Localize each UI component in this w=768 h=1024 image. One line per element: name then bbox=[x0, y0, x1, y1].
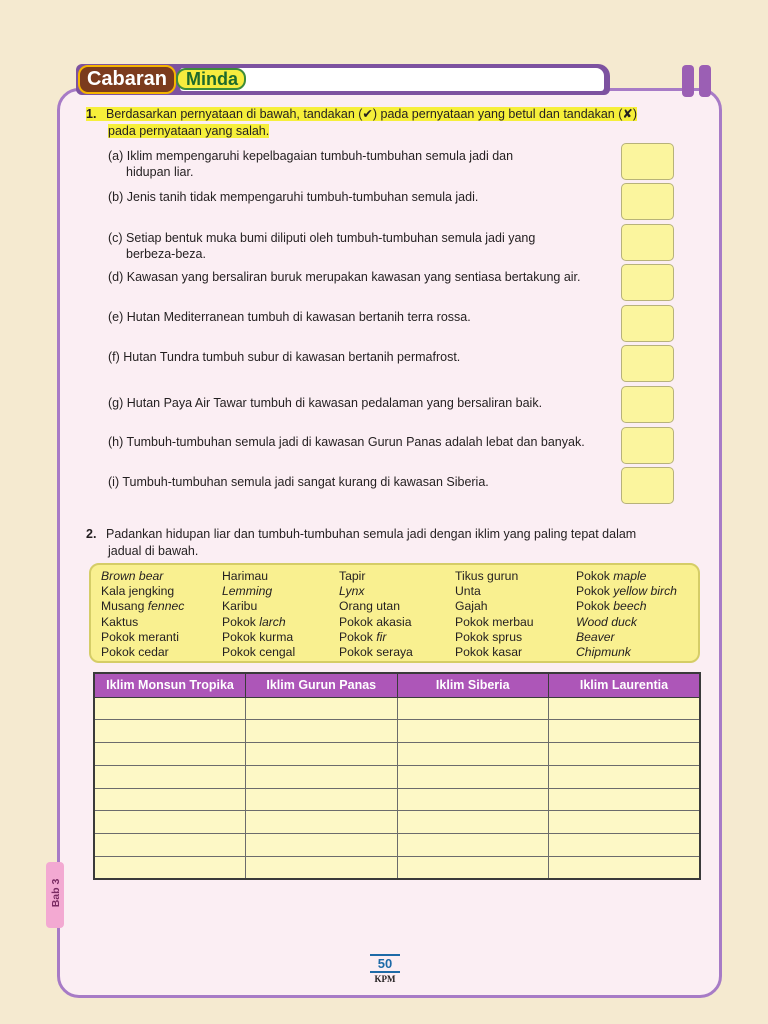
chapter-side-tab bbox=[46, 862, 64, 928]
word-plain: Pokok kurma bbox=[222, 629, 294, 644]
word-plain: Pokok cengal bbox=[222, 645, 296, 660]
word-bank-column bbox=[101, 569, 184, 660]
table-row bbox=[94, 811, 700, 834]
word-bank-item bbox=[576, 630, 677, 645]
word-bank-column bbox=[222, 569, 295, 660]
answer-cell[interactable] bbox=[94, 720, 246, 743]
word-bank-item bbox=[222, 599, 295, 614]
answer-cell[interactable] bbox=[549, 857, 701, 880]
word-plain: Kala jengking bbox=[101, 584, 175, 599]
word-plain: Pokok bbox=[576, 599, 614, 614]
word-italic: Brown bear bbox=[101, 569, 164, 583]
word-plain: Pokok kasar bbox=[455, 645, 523, 660]
answer-cell[interactable] bbox=[246, 811, 398, 834]
answer-box[interactable] bbox=[621, 143, 674, 180]
word-italic: Beaver bbox=[576, 629, 615, 644]
word-bank-item bbox=[222, 645, 295, 660]
statement-item bbox=[108, 230, 613, 262]
instruction-line: Padankan hidupan liar dan tumbuh-tumbuhan semula jadi dengan iklim yang paling tepat dalam bbox=[106, 527, 637, 541]
statement-item bbox=[108, 434, 613, 450]
instruction-line: pada pernyataan yang salah. bbox=[108, 124, 270, 138]
instruction-line: Berdasarkan pernyataan di bawah, tandakan (✔) pada pernyataan yang betul dan tandakan (✘) bbox=[106, 107, 638, 121]
word-bank-item bbox=[576, 599, 677, 614]
statement-item bbox=[108, 395, 613, 411]
word-italic: fir bbox=[376, 629, 387, 644]
word-bank-column bbox=[455, 569, 534, 660]
answer-box[interactable] bbox=[621, 345, 674, 382]
page-number: 50 bbox=[370, 954, 400, 973]
word-bank-item bbox=[222, 584, 295, 599]
table-row bbox=[94, 697, 700, 720]
table-row bbox=[94, 857, 700, 880]
answer-box[interactable] bbox=[621, 305, 674, 342]
answer-cell[interactable] bbox=[397, 788, 549, 811]
word-plain: Pokok bbox=[339, 629, 377, 644]
answer-cell[interactable] bbox=[246, 765, 398, 788]
statement-text: (i) Tumbuh-tumbuhan semula jadi sangat kurang di kawasan Siberia. bbox=[108, 475, 489, 489]
answer-cell[interactable] bbox=[549, 743, 701, 766]
answer-cell[interactable] bbox=[397, 720, 549, 743]
answer-cell[interactable] bbox=[94, 834, 246, 857]
word-bank-column bbox=[339, 569, 413, 660]
answer-box[interactable] bbox=[621, 467, 674, 504]
statement-item bbox=[108, 189, 613, 205]
answer-cell[interactable] bbox=[246, 857, 398, 880]
instruction-line: jadual di bawah. bbox=[108, 544, 199, 558]
word-italic: beech bbox=[613, 599, 647, 614]
answer-box[interactable] bbox=[621, 386, 674, 423]
word-plain: Harimau bbox=[222, 569, 269, 583]
word-italic: maple bbox=[613, 569, 647, 583]
answer-cell[interactable] bbox=[549, 697, 701, 720]
word-italic: Lemming bbox=[222, 584, 273, 599]
word-bank-item bbox=[576, 645, 677, 660]
answer-cell[interactable] bbox=[397, 857, 549, 880]
answer-cell[interactable] bbox=[94, 788, 246, 811]
word-plain: Karibu bbox=[222, 599, 258, 614]
table-header: Iklim Laurentia bbox=[549, 673, 701, 697]
word-bank-item bbox=[101, 615, 184, 630]
word-plain: Pokok akasia bbox=[339, 614, 412, 629]
word-bank-item bbox=[339, 645, 413, 660]
answer-box[interactable] bbox=[621, 264, 674, 301]
section-title-minda: Minda bbox=[176, 68, 246, 90]
table-row bbox=[94, 743, 700, 766]
word-italic: Wood duck bbox=[576, 614, 637, 629]
word-bank-column bbox=[576, 569, 677, 660]
answer-cell[interactable] bbox=[94, 857, 246, 880]
word-bank-item bbox=[455, 630, 534, 645]
page-footer bbox=[358, 954, 412, 984]
answer-box[interactable] bbox=[621, 224, 674, 261]
statement-item bbox=[108, 269, 613, 285]
statement-text-continued: hidupan liar. bbox=[126, 165, 194, 179]
question-1-instruction bbox=[86, 106, 686, 140]
word-bank-item bbox=[576, 615, 677, 630]
statement-text: (a) Iklim mempengaruhi kepelbagaian tumbuh-tumbuhan semula jadi dan bbox=[108, 149, 514, 163]
word-plain: Gajah bbox=[455, 599, 488, 614]
answer-cell[interactable] bbox=[549, 720, 701, 743]
word-plain: Pokok merbau bbox=[455, 614, 534, 629]
statement-text-continued: berbeza-beza. bbox=[126, 247, 206, 261]
statement-text: (g) Hutan Paya Air Tawar tumbuh di kawasan pedalaman yang bersaliran baik. bbox=[108, 396, 543, 410]
word-bank-item bbox=[339, 569, 413, 584]
statement-text: (e) Hutan Mediterranean tumbuh di kawasan bertanih terra rossa. bbox=[108, 310, 471, 324]
word-bank-item bbox=[101, 599, 184, 614]
answer-cell[interactable] bbox=[549, 834, 701, 857]
decor-pill-right bbox=[699, 65, 711, 97]
table-row bbox=[94, 788, 700, 811]
word-italic: Lynx bbox=[339, 584, 365, 599]
word-bank-item bbox=[455, 584, 534, 599]
word-plain: Pokok seraya bbox=[339, 645, 413, 660]
statement-text: (f) Hutan Tundra tumbuh subur di kawasan bertanih permafrost. bbox=[108, 350, 461, 364]
answer-cell[interactable] bbox=[94, 697, 246, 720]
word-bank-item bbox=[455, 645, 534, 660]
answer-cell[interactable] bbox=[246, 788, 398, 811]
word-bank-item bbox=[455, 569, 534, 584]
table-header: Iklim Monsun Tropika bbox=[94, 673, 246, 697]
word-bank-item bbox=[222, 615, 295, 630]
answer-cell[interactable] bbox=[397, 697, 549, 720]
answer-cell[interactable] bbox=[397, 834, 549, 857]
statement-item bbox=[108, 309, 613, 325]
word-italic: fennec bbox=[147, 599, 185, 614]
word-plain: Musang bbox=[101, 599, 148, 614]
word-bank-item bbox=[101, 584, 184, 599]
word-plain: Unta bbox=[455, 584, 481, 599]
word-plain: Pokok meranti bbox=[101, 629, 179, 644]
word-bank-item bbox=[339, 630, 413, 645]
statement-item bbox=[108, 148, 613, 180]
question-number: 1. bbox=[86, 107, 97, 121]
publisher-logo: KPM bbox=[374, 974, 396, 984]
word-bank-item bbox=[455, 599, 534, 614]
word-bank-item bbox=[222, 630, 295, 645]
word-bank-item bbox=[339, 615, 413, 630]
table-row bbox=[94, 720, 700, 743]
chapter-label: Bab 3 bbox=[50, 878, 62, 908]
answer-cell[interactable] bbox=[397, 811, 549, 834]
answer-box[interactable] bbox=[621, 183, 674, 220]
statement-item bbox=[108, 474, 613, 490]
word-bank-item bbox=[101, 630, 184, 645]
word-bank-item bbox=[101, 645, 184, 660]
answer-cell[interactable] bbox=[246, 697, 398, 720]
table-row bbox=[94, 765, 700, 788]
word-plain: Tikus gurun bbox=[455, 569, 519, 583]
answer-cell[interactable] bbox=[246, 834, 398, 857]
answer-cell[interactable] bbox=[94, 811, 246, 834]
climate-matching-table bbox=[93, 672, 701, 880]
statement-text: (h) Tumbuh-tumbuhan semula jadi di kawasan Gurun Panas adalah lebat dan banyak. bbox=[108, 435, 585, 449]
answer-cell[interactable] bbox=[549, 788, 701, 811]
table-row bbox=[94, 834, 700, 857]
word-italic: Chipmunk bbox=[576, 645, 631, 660]
word-bank-item bbox=[101, 569, 184, 584]
answer-cell[interactable] bbox=[397, 765, 549, 788]
word-bank-item bbox=[576, 584, 677, 599]
word-plain: Tapir bbox=[339, 569, 366, 583]
word-bank-item bbox=[222, 569, 295, 584]
word-bank bbox=[89, 563, 700, 663]
statement-text: (b) Jenis tanih tidak mempengaruhi tumbuh-tumbuhan semula jadi. bbox=[108, 190, 479, 204]
word-plain: Pokok bbox=[576, 569, 614, 583]
word-bank-item bbox=[339, 584, 413, 599]
word-italic: larch bbox=[259, 614, 286, 629]
word-plain: Orang utan bbox=[339, 599, 400, 614]
table-header: Iklim Siberia bbox=[397, 673, 549, 697]
decor-pill-left bbox=[682, 65, 694, 97]
word-plain: Kaktus bbox=[101, 614, 139, 629]
answer-cell[interactable] bbox=[94, 765, 246, 788]
answer-cell[interactable] bbox=[397, 743, 549, 766]
word-bank-item bbox=[339, 599, 413, 614]
word-plain: Pokok cedar bbox=[101, 645, 169, 660]
statement-text: (c) Setiap bentuk muka bumi diliputi oleh tumbuh-tumbuhan semula jadi yang bbox=[108, 231, 536, 245]
question-2-instruction bbox=[86, 526, 706, 560]
word-plain: Pokok bbox=[222, 614, 260, 629]
answer-cell[interactable] bbox=[246, 720, 398, 743]
answer-cell[interactable] bbox=[549, 811, 701, 834]
word-bank-item bbox=[576, 569, 677, 584]
question-number: 2. bbox=[86, 527, 97, 541]
answer-cell[interactable] bbox=[549, 765, 701, 788]
statement-item bbox=[108, 349, 613, 365]
section-title-cabaran: Cabaran bbox=[78, 65, 176, 94]
answer-cell[interactable] bbox=[94, 743, 246, 766]
word-plain: Pokok bbox=[576, 584, 614, 599]
table-header: Iklim Gurun Panas bbox=[246, 673, 398, 697]
answer-box[interactable] bbox=[621, 427, 674, 464]
statement-text: (d) Kawasan yang bersaliran buruk merupakan kawasan yang sentiasa bertakung air. bbox=[108, 270, 581, 284]
word-italic: yellow birch bbox=[613, 584, 677, 599]
word-plain: Pokok sprus bbox=[455, 629, 523, 644]
word-bank-item bbox=[455, 615, 534, 630]
answer-cell[interactable] bbox=[246, 743, 398, 766]
